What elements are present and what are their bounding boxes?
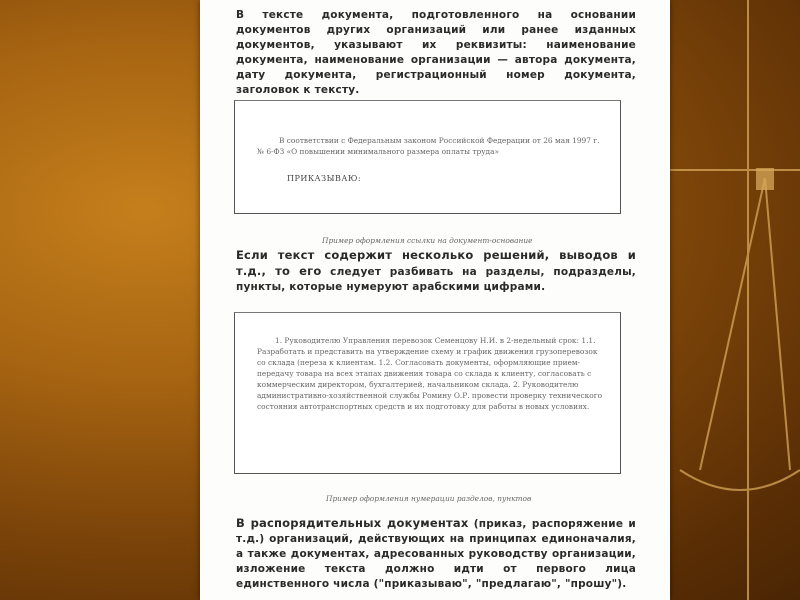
sections-paragraph-lead: Если текст содержит несколько решений, выводов и т.д., то его bbox=[236, 248, 636, 278]
administrative-paragraph-lead: В распорядительных документах bbox=[236, 516, 469, 530]
example-numbering-text: 1. Руководителю Управления перевозок Семенцову Н.И. в 2-недельный срок: 1.1. Разработать и представить на утверждение схему и график движения грузоперевозок со склада (переза к клиентам. 1.2. Согласовать документы, оформляющие прием-передачу товара на всех этапах движения товара со склада к клиенту, согласовать с коммерческим директором, бухгалтерией, начальником склада. 2. Руководителю административно-хозяйственной службы Ромину О.Р. провести проверку технического состояния автотранспортных средств и их подготовку для работы в новых условиях. bbox=[257, 336, 603, 411]
order-word: ПРИКАЗЫВАЮ: bbox=[287, 174, 362, 183]
intro-paragraph: В тексте документа, подготовленного на основании документов других организаций или ранее изданных документов, указывают их реквизиты: наименование документа, наименование организации — автора документа, дату документа, регистрационный номер документа, заголовок к тексту. bbox=[236, 9, 636, 96]
document-page bbox=[200, 0, 670, 600]
example-reference-frame bbox=[234, 100, 621, 214]
example-reference-text: В соответствии с Федеральным законом Российской Федерации от 26 мая 1997 г. № 6-ФЗ «О повышении минимального размера оплаты труда» bbox=[257, 136, 600, 156]
scales-of-justice-icon bbox=[660, 0, 800, 600]
example-numbering-caption: Пример оформления нумерации разделов, пунктов bbox=[326, 494, 532, 503]
example-numbering-frame bbox=[234, 312, 621, 474]
administrative-paragraph bbox=[236, 516, 636, 592]
sections-paragraph-rest: следует разбивать на разделы, подразделы, пункты, которые нумеруют арабскими цифрами. bbox=[236, 266, 636, 293]
sections-paragraph bbox=[236, 248, 636, 295]
administrative-paragraph-rest: (приказ, распоряжение и т.д.) организаций, действующих на принципах единоначалия, а также документах, адресованных руководству организации, изложение текста должно идти от первого лица единственного числа ("приказываю", "предлагаю", "прошу"). bbox=[236, 518, 636, 590]
example-reference-caption: Пример оформления ссылки на документ-основание bbox=[322, 236, 533, 245]
